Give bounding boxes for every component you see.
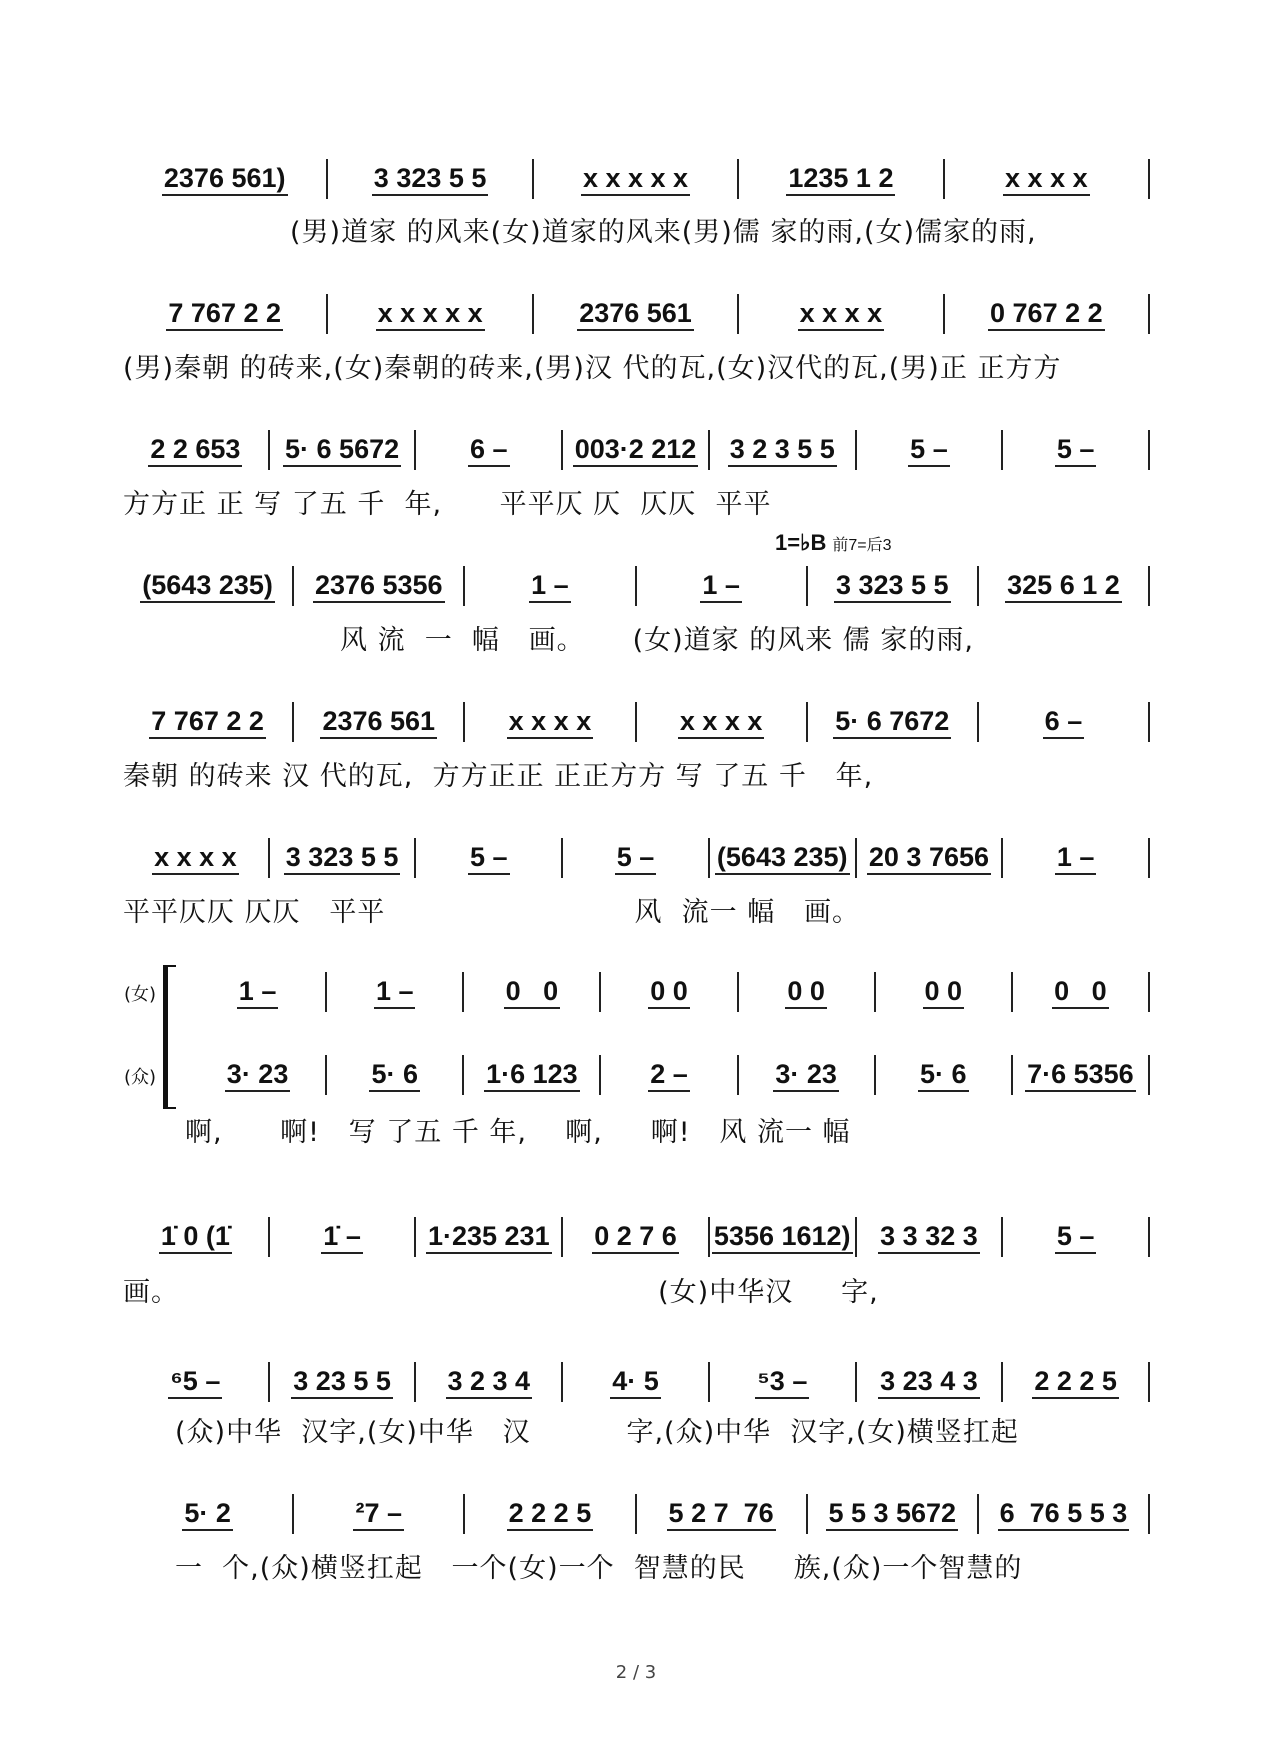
measure (294, 702, 465, 742)
measure (979, 702, 1150, 742)
measure-notes: 1·235 231 (426, 1221, 552, 1254)
measure (601, 1055, 738, 1095)
measure (1013, 972, 1150, 1012)
measure (294, 566, 465, 606)
lyric-line: 画。 (女)中华汉 字, (123, 1277, 879, 1308)
measure-notes: 0 0 (1052, 976, 1109, 1009)
measure (123, 1494, 294, 1534)
measure-notes: 6 – (1043, 706, 1085, 739)
measure (979, 1494, 1150, 1534)
measure (876, 1055, 1013, 1095)
measure (808, 566, 979, 606)
measure-notes: 0 767 2 2 (988, 298, 1105, 331)
measure (328, 294, 533, 334)
measure (857, 1217, 1004, 1257)
measure-notes: 5 – (468, 842, 510, 875)
measure-notes: 2 2 2 5 (1032, 1366, 1119, 1399)
measure-notes: 5 5 3 5672 (826, 1498, 958, 1531)
measure-notes: 1235 1 2 (786, 163, 895, 196)
measure-notes: 3 323 5 5 (834, 570, 951, 603)
measure (1003, 1362, 1150, 1402)
measure (637, 702, 808, 742)
measure (123, 702, 294, 742)
notation-row (123, 1362, 1150, 1402)
measure (416, 1362, 563, 1402)
key-note: 前7=后3 (832, 537, 892, 554)
measure (270, 1362, 417, 1402)
measure-notes: 0 0 (504, 976, 561, 1009)
notation-row (123, 566, 1150, 606)
measure-notes: x x x x (507, 706, 594, 739)
measure-notes: 5356 1612) (712, 1221, 853, 1254)
measure (1003, 430, 1150, 470)
notation-row (123, 702, 1150, 742)
measure (416, 838, 563, 878)
measure-notes: 3 3 32 3 (878, 1221, 980, 1254)
measure (710, 838, 857, 878)
measure (945, 294, 1150, 334)
measure-notes: 2 2 2 5 (507, 1498, 594, 1531)
measure (190, 1055, 327, 1095)
measure-notes: x x x x (678, 706, 765, 739)
measure (123, 159, 328, 199)
measure (123, 566, 294, 606)
measure-notes: 2376 561 (320, 706, 437, 739)
notation-row (123, 294, 1150, 334)
measure (876, 972, 1013, 1012)
measure (123, 1217, 270, 1257)
measure-notes: 325 6 1 2 (1005, 570, 1122, 603)
measure (563, 1217, 710, 1257)
lyric-line: (男)秦朝 的砖来,(女)秦朝的砖来,(男)汉 代的瓦,(女)汉代的瓦,(男)正 正方方 (123, 353, 1062, 384)
lyric-line: 啊, 啊! 写 了五 千 年, 啊, 啊! 风 流一 幅 (185, 1117, 851, 1148)
measure-notes: 0 0 (648, 976, 690, 1009)
measure (534, 294, 739, 334)
measure (1003, 838, 1150, 878)
measure-notes: 5 2 7 76 (667, 1498, 776, 1531)
measure-notes: (5643 235) (715, 842, 850, 875)
measure (710, 1362, 857, 1402)
measure-notes: 2376 5356 (313, 570, 445, 603)
measure (857, 430, 1004, 470)
measure (710, 430, 857, 470)
measure (945, 159, 1150, 199)
measure-notes: 5· 2 (182, 1498, 233, 1531)
measure (464, 972, 601, 1012)
measure (270, 1217, 417, 1257)
measure (328, 159, 533, 199)
notation-row (123, 159, 1150, 199)
measure (534, 159, 739, 199)
measure-notes: 5· 6 5672 (283, 434, 401, 467)
measure-notes: 3 23 5 5 (291, 1366, 393, 1399)
measure-notes: 5 – (908, 434, 950, 467)
measure-notes: 7 767 2 2 (166, 298, 283, 331)
measure-notes: 5 – (1055, 1221, 1097, 1254)
measure-notes: 1̇ 0 (1̇ (159, 1221, 232, 1254)
measure (416, 1217, 563, 1257)
measure-notes: 5 – (1055, 434, 1097, 467)
measure (739, 159, 944, 199)
measure (190, 972, 327, 1012)
measure-notes: ⁵3 – (755, 1366, 809, 1399)
lyric-line: 平平仄仄 仄仄 平平 风 流一 幅 画。 (123, 897, 860, 928)
measure (563, 838, 710, 878)
lyric-line: (众)中华 汉字,(女)中华 汉 字,(众)中华 汉字,(女)横竖扛起 (175, 1417, 1019, 1448)
measure-notes: 5· 6 (369, 1059, 420, 1092)
measure (123, 1362, 270, 1402)
measure-notes: x x x x x (376, 298, 485, 331)
measure-notes: 5· 6 (918, 1059, 969, 1092)
measure (123, 838, 270, 878)
lyric-line: (男)道家 的风来(女)道家的风来(男)儒 家的雨,(女)儒家的雨, (290, 217, 1037, 248)
measure (857, 838, 1004, 878)
lyric-line: 风 流 一 幅 画。 (女)道家 的风来 儒 家的雨, (340, 625, 974, 656)
measure-notes: 1 – (374, 976, 416, 1009)
measure-notes: 3 323 5 5 (284, 842, 401, 875)
notation-row-chorus (190, 1055, 1150, 1095)
measure-notes: 2 2 653 (148, 434, 242, 467)
measure-notes: 6 76 5 5 3 (998, 1498, 1130, 1531)
measure-notes: 3 23 4 3 (878, 1366, 980, 1399)
measure-notes: 1 – (1055, 842, 1097, 875)
key-label: 1=♭B (775, 530, 827, 555)
measure-notes: 3 323 5 5 (372, 163, 489, 196)
measure-notes: 1·6 123 (484, 1059, 580, 1092)
measure-notes: (5643 235) (140, 570, 275, 603)
measure (563, 1362, 710, 1402)
measure-notes: 7 767 2 2 (149, 706, 266, 739)
notation-row (123, 1494, 1150, 1534)
measure-notes: ⁶5 – (168, 1366, 222, 1399)
measure (563, 430, 710, 470)
measure (808, 702, 979, 742)
measure (294, 1494, 465, 1534)
measure (270, 838, 417, 878)
measure-notes: 20 3 7656 (867, 842, 991, 875)
measure-notes: 5· 6 7672 (833, 706, 951, 739)
measure (327, 972, 464, 1012)
measure-notes: 7·6 5356 (1025, 1059, 1136, 1092)
measure-notes: 1̇ – (321, 1221, 363, 1254)
measure-notes: 1 – (529, 570, 571, 603)
measure-notes: 3· 23 (225, 1059, 291, 1092)
measure-notes: 003·2 212 (573, 434, 699, 467)
measure (465, 702, 636, 742)
measure (857, 1362, 1004, 1402)
lyric-line: 秦朝 的砖来 汉 代的瓦, 方方正正 正正方方 写 了五 千 年, (123, 761, 874, 792)
measure-notes: 2376 561 (577, 298, 694, 331)
measure (1013, 1055, 1150, 1095)
notation-row (123, 1217, 1150, 1257)
measure (465, 566, 636, 606)
lyric-line: 一 个,(众)横竖扛起 一个(女)一个 智慧的民 族,(众)一个智慧的 (175, 1553, 1023, 1584)
measure (601, 972, 738, 1012)
measure-notes: x x x x (1003, 163, 1090, 196)
measure (327, 1055, 464, 1095)
measure (464, 1055, 601, 1095)
measure-notes: x x x x (152, 842, 239, 875)
measure (270, 430, 417, 470)
measure-notes: x x x x (798, 298, 885, 331)
measure (123, 294, 328, 334)
measure (739, 1055, 876, 1095)
system-brace (163, 965, 176, 1109)
measure-notes: x x x x x (581, 163, 690, 196)
measure (739, 972, 876, 1012)
measure-notes: 2376 561) (162, 163, 288, 196)
measure (637, 1494, 808, 1534)
notation-row (190, 972, 1150, 1012)
measure-notes: 3 2 3 5 5 (728, 434, 837, 467)
part-label-chorus: (众) (124, 1067, 157, 1088)
measure (416, 430, 563, 470)
measure-notes: 0 2 7 6 (592, 1221, 679, 1254)
measure (465, 1494, 636, 1534)
measure-notes: 1 – (700, 570, 742, 603)
measure-notes: 1 – (237, 976, 279, 1009)
measure (979, 566, 1150, 606)
measure-notes: ²7 – (353, 1498, 404, 1531)
measure (739, 294, 944, 334)
notation-row (123, 838, 1150, 878)
measure (637, 566, 808, 606)
measure-notes: 4· 5 (610, 1366, 661, 1399)
measure (808, 1494, 979, 1534)
measure (1003, 1217, 1150, 1257)
notation-row (123, 430, 1150, 470)
measure-notes: 3 2 3 4 (446, 1366, 533, 1399)
part-label-female: (女) (124, 984, 157, 1005)
measure-notes: 6 – (468, 434, 510, 467)
measure-notes: 5 – (615, 842, 657, 875)
measure (710, 1217, 857, 1257)
key-signature (775, 530, 892, 556)
measure (123, 430, 270, 470)
measure-notes: 0 0 (923, 976, 965, 1009)
lyric-line: 方方正 正 写 了五 千 年, 平平仄 仄 仄仄 平平 (123, 489, 772, 520)
page-number: 2 / 3 (615, 1662, 657, 1683)
measure-notes: 0 0 (785, 976, 827, 1009)
measure-notes: 2 – (648, 1059, 690, 1092)
measure-notes: 3· 23 (773, 1059, 839, 1092)
